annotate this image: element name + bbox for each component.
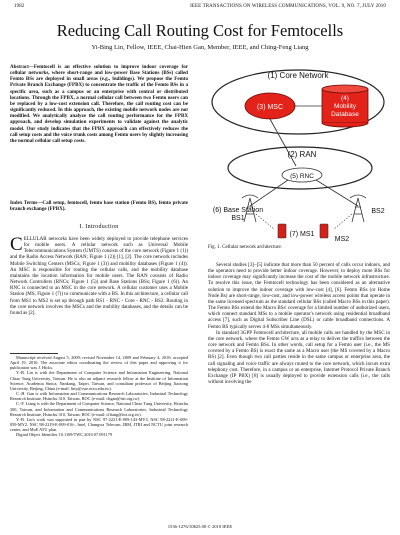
figure-caption: Fig. 1. Cellular network architecture. bbox=[208, 245, 283, 250]
ms2-phone-icon bbox=[320, 224, 328, 238]
copyright-footer: 1536-1276/10$25.00 © 2010 IEEE bbox=[167, 524, 233, 529]
mobility-db-num: (4) bbox=[341, 95, 349, 102]
running-header bbox=[14, 4, 386, 12]
core-network-label: (1) Core Network bbox=[267, 71, 329, 80]
right-paragraph-1: Several studies [3]–[5] indicate that more than 50 percent of calls occur indoors, and the operators need to provide better indoor coverage. However, to deploy more BSs for indoor coverage may significantly increase the cost of the mobile network infrastructure. To resolve this issue, the Femtocell technology has been considered as an alternative solution to improve the indoor coverage with low-cost [4], [6]. Femto BSs (or Home Node Bs) are short-range, low-cost, and low-power wireless access points that operate in the same licensed spectrum as the standard cellular BSs (called Macro BSs in this paper). The Femto BSs extend the Macro BSs' coverage for a limited number of authorized users, which connect standard MSs to a mobile operator's network using residential broadband access [7], such as Digital Subscriber Line (DSL) or cable broadband connections. A Femto BS typically serves 4-8 MSs simultaneously. bbox=[208, 262, 390, 330]
introduction-text: ELLULAR networks have been widely deployed to provide telephone services for mobile users. A cellular network such as Universal Mobile Telecommunications System (UMTS) consists of the core network (Figure 1 (1)) and the Radio Access Network (RAN; Figure 1 (2)) [1], [2]. The core network includes Mobile Switching Centers (MSCs; Figure 1 (3)) and mobility databases (Figure 1 (4)). An MSC is responsible for routing the cellular calls, and the mobility database maintains the location information for mobile users. The RAN consists of Radio Network Controllers (RNCs; Figure 1 (5)) and Base Stations (BSs; Figure 1 (6)). An RNC is connected to an MSC in the core network. A cellular customer uses a Mobile Station (MS; Figure 1 (7)) to communicate with a BS. In this architecture, a cellular call from MS1 to MS2 is set up through path BS1 - RNC - Core - RNC - BS2. Routing in the core network involves the MSCs and the mobility databases, and the details can be found as [2]. bbox=[10, 236, 188, 316]
paper-title: Reducing Call Routing Cost for Femtocells bbox=[56, 21, 344, 40]
footnote-gan: C.-H. Gan is with Information and Communications Research Laboratories, Industrial Technology Research Institute, Hsinchu 310, Taiwan, ROC (e-mail: chgan@itri.org.tw). bbox=[10, 391, 188, 402]
footnote-support: Y.-B. Lin's work was supported in part by NSC 97-2221-E-009-143-MY3, NSC 98-2221-E-009-059-MY2, NSC 98-2219-E-009-016-, Intel, Chungwa Telecom, IBM, ITRI and NCTU joint research center, and MoE ATU plan. bbox=[10, 416, 188, 433]
mobility-db-line1: Mobility bbox=[333, 103, 357, 110]
bs1-radio-link bbox=[256, 214, 274, 229]
journal-name: IEEE TRANSACTIONS ON WIRELESS COMMUNICATIONS, VOL. 9, NO. 7, JULY 2010 bbox=[190, 4, 386, 9]
footnote-received: Manuscript received August 5, 2009; revised November 14, 2009 and February 4, 2010; accepted April 19, 2010. The associate editor coordinating the review of this paper and approving it for publication was J. Hicks. bbox=[10, 355, 188, 371]
right-paragraph-2: In standard 3GPP Femtocell architecture, all mobile calls are handled by the MSC in the core network, where the Femto GW acts as a relay to deliver the traffics between the core network and Femto BSs. In other words, call setup for a Femto user (i.e., the MS covered by a Femto BS) is exact the same as a Macro user (the MS covered by a Macro BS) [2]. Even though two call parties reside in the same campus or enterprise area, the call signaling and voice traffic are always routed to the core network, which incurs extra telephony cost. Therefore, in a campus or an enterprise, Internet Protocol Private Branch Exchange (IP PBX) [8] is usually deployed to provide extension calls (i.e., the calls without involving the bbox=[208, 329, 390, 385]
author-list: Yi-Bing Lin, Fellow, IEEE, Chai-Hien Gan, Member, IEEE, and Ching-Feng Liang bbox=[91, 44, 309, 51]
page-number: 1982 bbox=[14, 4, 25, 9]
section-heading: I. Introduction bbox=[79, 224, 119, 230]
ms1-label: (7) MS1 bbox=[289, 231, 315, 238]
bs2-tower-icon bbox=[350, 195, 366, 222]
footnote-lin: Y.-B. Lin is with the Department of Computer Science and Information Engineering, National Chiao Tung University, Taiwan. He is also an adjunct research fellow at the Institute of Information Science, Academia Sinica, Nankang, Taipei, Taiwan, and consultant professor of Beijing Jiaotong University, Beijing, China (e-mail: liny@csie.nctu.edu.tw). bbox=[10, 370, 188, 391]
bs2-label: BS2 bbox=[371, 208, 385, 215]
right-column-body bbox=[208, 262, 390, 385]
footnote-liang: C.-F. Liang is with the Department of Computer Science, National Chiao Tung University, Hsinchu 300, Taiwan, and Information and Communications Research Laboratories, Industrial Technology Research Institute, Hsinchu 310, Taiwan, ROC (e-mail: cfliang@itri.org.tw). bbox=[10, 401, 188, 417]
ms2-label: MS2 bbox=[334, 236, 350, 242]
abstract bbox=[10, 64, 188, 144]
footnotes bbox=[10, 355, 188, 438]
bs1-label: BS1 bbox=[231, 215, 245, 222]
index-terms-text: Index Terms—Call setup, femtocell, femto base station (Femto BS), femto private branch exchange (FPBX). bbox=[10, 200, 188, 213]
bs2-radio-link bbox=[334, 214, 352, 229]
rnc-label: (5) RNC bbox=[290, 173, 314, 180]
index-terms bbox=[10, 200, 188, 212]
footnote-rule bbox=[10, 353, 58, 354]
footnote-doi: Digital Object Identifier 10.1109/TWC.2010.07.091179 bbox=[16, 432, 112, 438]
abstract-text: Abstract—Femtocell is an effective solution to improve indoor coverage for cellular networks, where short-range and low-power Base Stations (BSs) called Femto BSs are deployed in small areas (e.g., buildings). We propose the Femto Private Branch Exchange (FPBX) to concentrate the traffic of the Femto BSs in a specific area, such as a campus or an enterprise with central or distributed locations. Through the FPBX, a normal cellular call between two Femto users can be replaced by a low-cost extension call. Therefore, the call routing cost can be significantly reduced. In this approach, the existing mobile network nodes are not modified. We analytically analyze the call routing performance for the FPBX approach, and develop simulation experiments to validate against the analytic model. Our study indicates that the FPBX approach can effectively reduces the call setup costs and the voice trunk costs among Femto users by slightly increasing the normal cellular call setup costs. bbox=[10, 64, 188, 144]
figure-1 bbox=[208, 64, 390, 242]
drop-cap: C bbox=[10, 234, 23, 255]
ran-label: (2) RAN bbox=[287, 150, 317, 159]
rnc-bs2-link bbox=[316, 180, 358, 206]
base-station-label: (6) Base Station bbox=[212, 207, 264, 214]
ms1-phone-icon bbox=[278, 224, 286, 238]
mobility-db-line2: Database bbox=[331, 111, 359, 118]
msc-label: (3) MSC bbox=[256, 104, 284, 111]
introduction-body bbox=[10, 236, 188, 316]
rnc-bs1-link bbox=[250, 180, 288, 206]
